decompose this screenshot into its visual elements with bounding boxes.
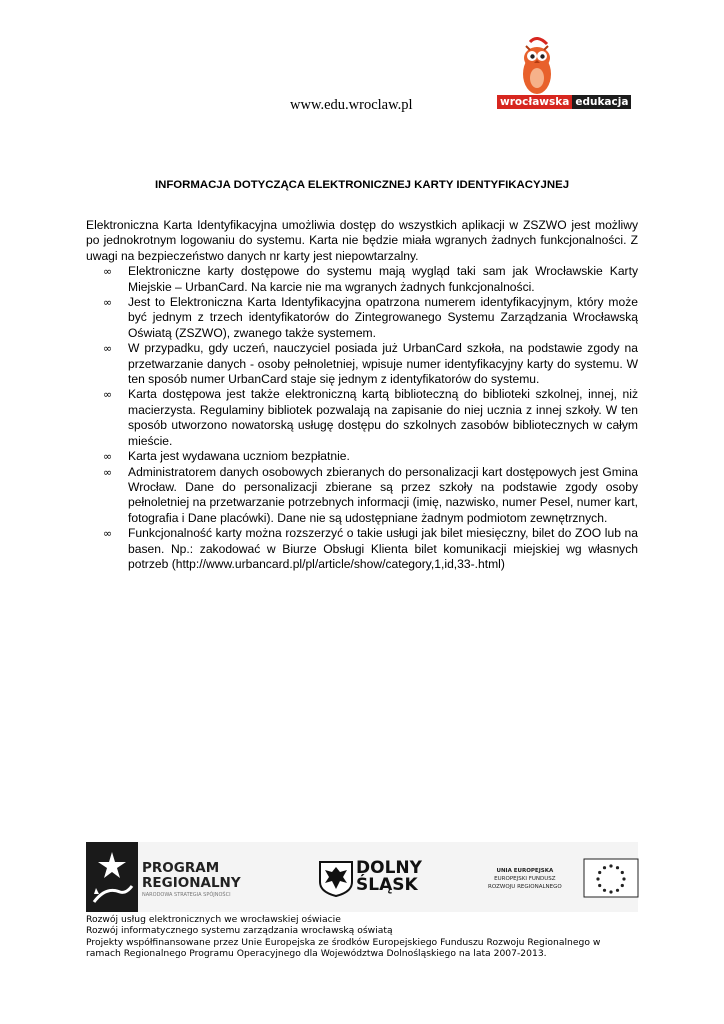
program-line1: PROGRAM [142, 860, 220, 876]
dolny-line1: DOLNY [356, 858, 422, 878]
list-item-text: Administratorem danych osobowych zbieranych do personalizacji kart dostępowych jest Gmina Wrocław. Dane do personalizacji zbierane są przez szkoły na podstawie zgody osoby pełnoletniej na przetwarzanie potrzebnych informacji (imię, nazwisko, numer Pesel, numer kart, fotografia i Dane placówki). Dane nie są udostępniane żadnym podmiotom zewnętrznych. [128, 464, 638, 525]
list-item-text: Jest to Elektroniczna Karta Identyfikacyjna opatrzona numerem identyfikacyjnym, który może być jednym z trzech identyfikatorów do Zintegrowanego Systemu Zarządzania Wrocławską Oświatą (ZSZWO), zwanego także systemem. [128, 295, 638, 340]
list-item [86, 387, 638, 449]
list-item-text: Elektroniczne karty dostępowe do systemu mają wygląd taki sam jak Wrocławskie Karty Miejskie – UrbanCard. Na karcie nie ma wgranych żadnych funkcjonalności. [128, 264, 638, 294]
dolny-slask-eagle-icon [316, 858, 356, 898]
list-item [86, 526, 638, 572]
program-regionalny-text [142, 861, 241, 890]
funding-logos-strip [86, 842, 638, 912]
website-url: www.edu.wroclaw.pl [290, 97, 413, 113]
program-line2: REGIONALNY [142, 874, 241, 891]
dolny-line2: ŚLĄSK [356, 875, 418, 895]
owl-logo-icon [497, 36, 637, 96]
list-item-text: Karta jest wydawana uczniom bezpłatnie. [128, 449, 350, 464]
list-item [86, 449, 638, 464]
infinity-bullet-icon: ∞ [103, 342, 113, 356]
footer-line: Projekty współfinansowane przez Unie Europejska ze środków Europejskiego Funduszu Rozwoju Regionalnego w [86, 936, 601, 948]
logo-text-edukacja: edukacja [572, 95, 631, 109]
infinity-bullet-icon: ∞ [103, 265, 113, 279]
list-item [86, 465, 638, 527]
footer-line: ramach Regionalnego Programu Operacyjnego dla Województwa Dolnośląskiego na lata 2007-2013. [86, 948, 547, 960]
document-title: INFORMACJA DOTYCZĄCA ELEKTRONICZNEJ KARTY IDENTYFIKACYJNEJ [154, 179, 570, 191]
eu-flag-icon [583, 858, 639, 898]
ue-line1: UNIA EUROPEJSKA [496, 868, 554, 874]
ue-fund-text [488, 867, 562, 891]
wroclawska-edukacja-logo [497, 95, 631, 109]
list-item [86, 341, 638, 387]
dolny-slask-text [356, 860, 422, 894]
intro-paragraph: Elektroniczna Karta Identyfikacyjna umożliwia dostęp do wszystkich aplikacji w ZSZWO jest możliwy po jednokrotnym logowaniu do systemu. Karta nie będzie miała wgranych żadnych funkcjonalności. Z uwagi na bezpieczeństwo danych nr karty jest niepowtarzalny. [86, 218, 638, 263]
infinity-bullet-icon: ∞ [103, 388, 113, 402]
list-item-text: Karta dostępowa jest także elektroniczną kartą biblioteczną do biblioteki szkolnej, innej, niż macierzysta. Regulaminy bibliotek pozwalają na zapisanie do niej ucznia z innej szkoły. W ten sposób utworzono nowatorską usługę dostępu do szkolnych zasobów bibliotecznych w całym mieście. [128, 387, 638, 448]
infinity-bullet-icon: ∞ [103, 527, 113, 541]
points-list [86, 264, 638, 572]
ue-line3: ROZWOJU REGIONALNEGO [488, 884, 562, 890]
infinity-bullet-icon: ∞ [103, 465, 113, 479]
footer-line: Rozwój usług elektronicznych we wrocławskiej oświacie [86, 914, 341, 925]
infinity-bullet-icon: ∞ [103, 450, 113, 464]
list-item [86, 264, 638, 295]
footer-notes [86, 914, 646, 960]
document-body [86, 218, 638, 572]
list-item-text: Funkcjonalność karty można rozszerzyć o takie usługi jak bilet miesięczny, bilet do ZOO lub na basen. Np.: zakodować w Biurze Obsługi Klienta bilet komunikacji miejskiej wg własnych potrzeb (http://www.urbancard.pl/pl/article/show/category,1,id,33-.html) [128, 526, 638, 571]
footer-line: Rozwój informatycznego systemu zarządzania wrocławską oświatą [86, 925, 393, 937]
infinity-bullet-icon: ∞ [103, 296, 113, 310]
list-item-text: W przypadku, gdy uczeń, nauczyciel posiada już UrbanCard szkoła, na podstawie zgody na przetwarzanie danych - osoby pełnoletniej, wpisuje numer identyfikacyjny karty do systemu. W ten sposób numer UrbanCard staje się jednym z identyfikatorów do systemu. [128, 341, 638, 387]
list-item [86, 295, 638, 341]
program-subtitle: NARODOWA STRATEGIA SPÓJNOŚCI [142, 892, 231, 898]
ue-line2: EUROPEJSKI FUNDUSZ [494, 876, 556, 882]
logo-text-wroclawska: wrocławska [497, 95, 572, 109]
